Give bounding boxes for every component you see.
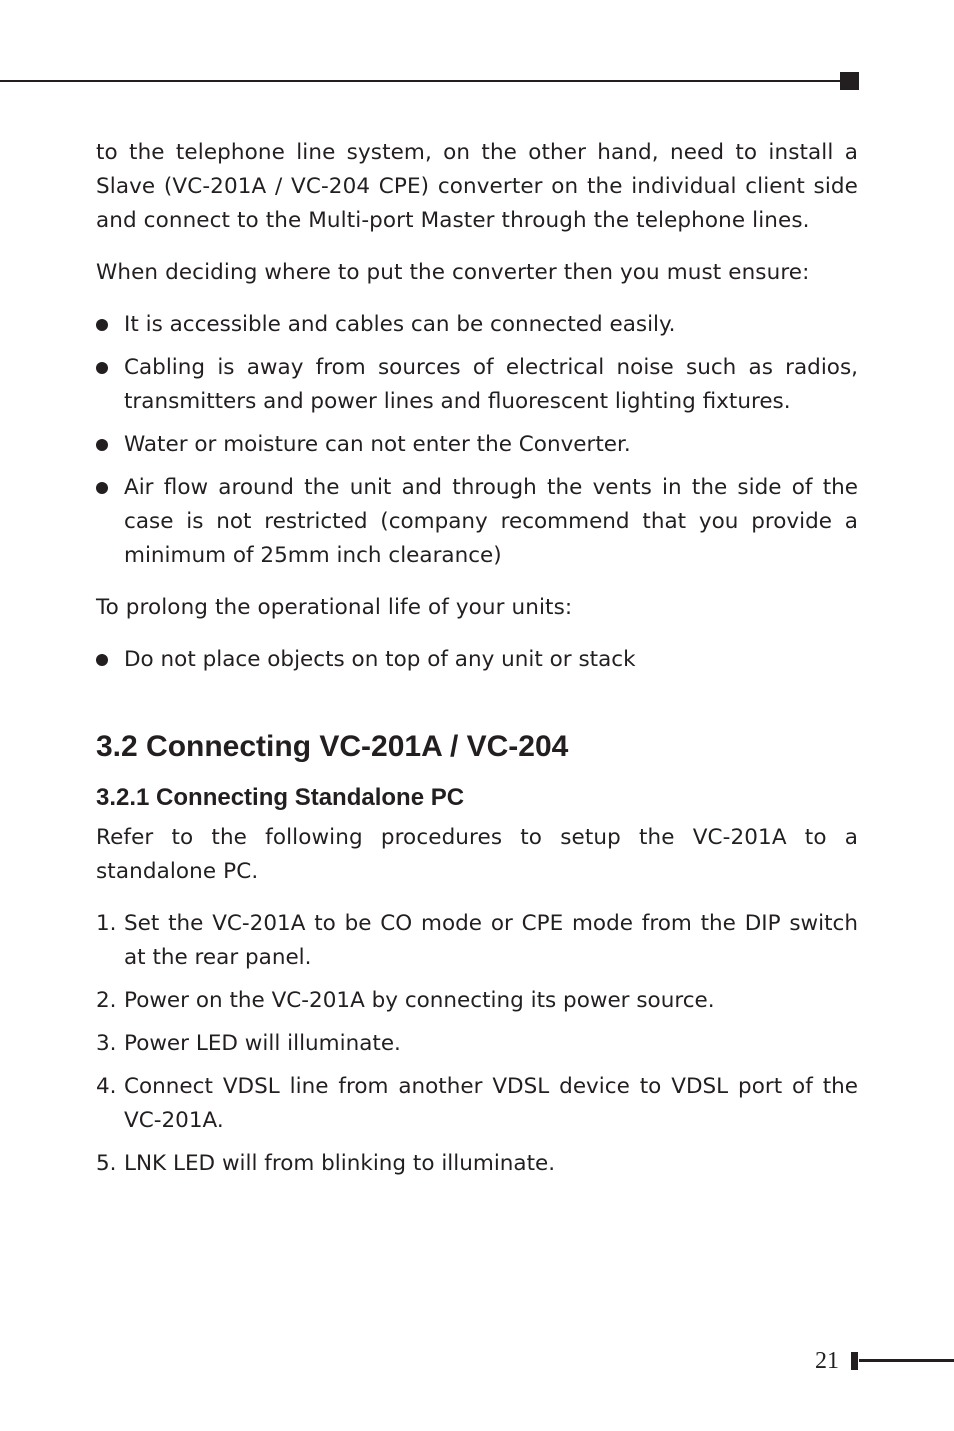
list-item: 5. LNK LED will from blinking to illuminate. xyxy=(96,1151,556,1176)
bullet-icon xyxy=(96,319,108,331)
list-item: Water or moisture can not enter the Converter. xyxy=(96,428,858,462)
list-item: Air flow around the unit and through the vents in the side of the case is not restricted (company recommend that you provide a minimum of 25mm inch clearance) xyxy=(96,471,858,573)
page-number: 21 xyxy=(815,1348,839,1374)
procedure-steps xyxy=(96,907,858,1181)
list-item: 3. Power LED will illuminate. xyxy=(96,1031,401,1056)
list-item: It is accessible and cables can be connected easily. xyxy=(96,308,858,342)
footer-rule xyxy=(859,1359,954,1362)
subsection-heading: 3.2.1 Connecting Standalone PC xyxy=(96,784,465,811)
prolong-bullet-list xyxy=(96,643,858,677)
bullet-icon xyxy=(96,482,108,494)
section-heading: 3.2 Connecting VC-201A / VC-204 xyxy=(96,730,569,763)
page-content xyxy=(96,136,858,1199)
list-item: Cabling is away from sources of electrical noise such as radios, transmitters and power lines and fluorescent lighting fixtures. xyxy=(96,351,858,419)
list-item: 4. Connect VDSL line from another VDSL device to VDSL port of the VC-201A. xyxy=(96,1074,858,1133)
intro-paragraph: to the telephone line system, on the other hand, need to install a Slave (VC-201A / VC-204 CPE) converter on the individual client side and connect to the Multi-port Master through the telephone lines. xyxy=(96,140,858,233)
ensure-bullet-list xyxy=(96,308,858,573)
bullet-icon xyxy=(96,362,108,374)
footer-block-marker xyxy=(851,1352,858,1370)
list-item: 1. Set the VC-201A to be CO mode or CPE mode from the DIP switch at the rear panel. xyxy=(96,911,858,970)
header-rule xyxy=(0,80,845,82)
list-item: 2. Power on the VC-201A by connecting its power source. xyxy=(96,988,715,1013)
procedure-intro: Refer to the following procedures to setup the VC-201A to a standalone PC. xyxy=(96,825,858,884)
bullet-icon xyxy=(96,439,108,451)
bullet-icon xyxy=(96,654,108,666)
list-item: Do not place objects on top of any unit or stack xyxy=(96,643,858,677)
header-square-marker xyxy=(840,72,859,90)
ensure-paragraph: When deciding where to put the converter then you must ensure: xyxy=(96,260,810,285)
prolong-paragraph: To prolong the operational life of your units: xyxy=(96,595,573,620)
